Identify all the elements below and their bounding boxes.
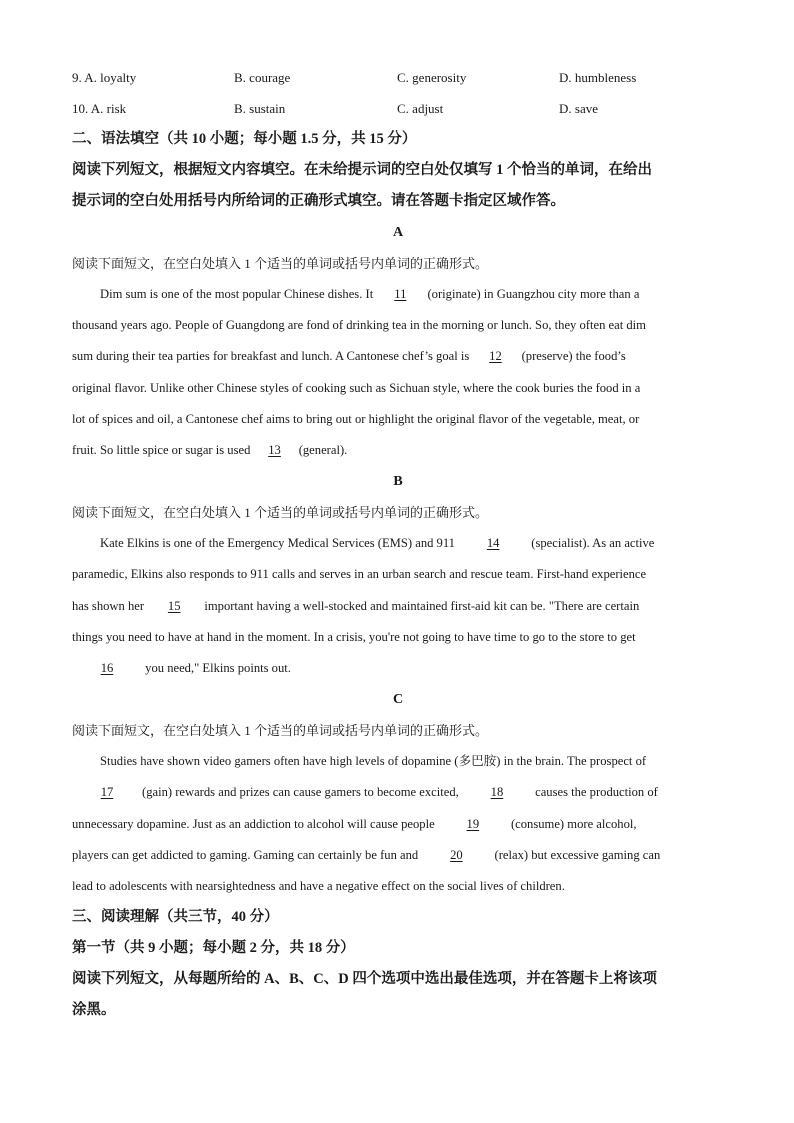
blank-19[interactable]: 19 [466, 816, 480, 831]
passage-c-letter: C [392, 692, 404, 708]
blank-14[interactable]: 14 [486, 536, 500, 551]
blank-16[interactable]: 16 [100, 661, 114, 676]
option-b: B. courage [234, 69, 291, 85]
section-3-instruction-line1: 阅读下列短文，从每题所给的 A、B、C、D 四个选项中选出最佳选项，并在答题卡上将该项 [72, 971, 657, 988]
section-2-heading: 二、语法填空（共 10 小题；每小题 1.5 分，共 15 分） [72, 131, 417, 147]
passage-a-letter: A [392, 225, 404, 240]
exam-page [72, 62, 724, 1026]
blank-11[interactable]: 11 [394, 287, 407, 301]
passage-c-instruction: 阅读下面短文，在空白处填入 1 个适当的单词或括号内单词的正确形式。 [72, 723, 489, 739]
passage-b-letter: B [393, 474, 403, 490]
blank-18[interactable]: 18 [490, 785, 504, 800]
option-d: D. save [559, 100, 598, 116]
option-c: C. generosity [397, 69, 467, 85]
question-10-options [72, 93, 724, 124]
section-3-heading: 三、阅读理解（共三节，40 分） [72, 909, 279, 926]
option-a: 10. A. risk [72, 100, 127, 116]
section-2-instruction-line1: 阅读下列短文，根据短文内容填空。在未给提示词的空白处仅填写 1 个恰当的单词，在给出 [72, 162, 652, 178]
option-a: 9. A. loyalty [72, 69, 137, 85]
option-c: C. adjust [397, 100, 444, 116]
option-d: D. humbleness [559, 69, 637, 85]
blank-15[interactable]: 15 [167, 598, 181, 613]
blank-17[interactable]: 17 [100, 785, 114, 800]
blank-20[interactable]: 20 [450, 847, 463, 862]
question-9-options [72, 62, 724, 93]
passage-b-instruction: 阅读下面短文，在空白处填入 1 个适当的单词或括号内单词的正确形式。 [72, 505, 489, 521]
blank-13[interactable]: 13 [268, 443, 281, 458]
blank-12[interactable]: 12 [489, 349, 502, 364]
option-b: B. sustain [234, 100, 286, 116]
passage-c-text: Studies have shown video gamers often have high levels of dopamine (多巴胺) in the brain. The prospect of 17 (gain) rewards and prizes can cause gamers to become excited, 18 causes the production of unnecessary dopamine. Just as an addiction to alcohol will cause people 19 (consume) more alcohol, players can get addicted to gaming. Gaming can certainly be fun and 20 (relax) but excessive gaming can lead to adolescents with nearsightedness and have a negative effect on the social lives of children. [72, 754, 661, 894]
passage-b-text: Kate Elkins is one of the Emergency Medical Services (EMS) and 911 14 (specialist). As an active paramedic, Elkins also responds to 911 calls and serves in an urban search and rescue team. First-hand experience has shown her 15 important having a well-stocked and maintained first-aid kit can be. "There are certain things you need to have at hand in the moment. In a crisis, you're not going to have time to go to the store to get 16 you need," Elkins points out. [72, 528, 724, 684]
passage-a-instruction: 阅读下面短文，在空白处填入 1 个适当的单词或括号内单词的正确形式。 [72, 256, 489, 271]
section-2-instruction-line2: 提示词的空白处用括号内所给词的正确形式填空。请在答题卡指定区域作答。 [72, 193, 565, 209]
passage-a-text: Dim sum is one of the most popular Chinese dishes. It 11 (originate) in Guangzhou city more than a thousand years ago. People of Guangdong are fond of drinking tea in the morning or lunch. So, they often eat dim sum during their tea parties for breakfast and lunch. A Cantonese chef’s goal is 12 (preserve) the food’s original flavor. Unlike other Chinese styles of cooking such as Sichuan style, where the cook buries the food in a lot of spices and oil, a Cantonese chef aims to bring out or highlight the original flavor of the vegetable, meat, or fruit. So little spice or sugar is used 13 (general). [72, 279, 724, 466]
section-3-subheading: 第一节（共 9 小题；每小题 2 分，共 18 分） [72, 940, 355, 957]
section-3-instruction-line2: 涂黑。 [72, 1002, 116, 1019]
